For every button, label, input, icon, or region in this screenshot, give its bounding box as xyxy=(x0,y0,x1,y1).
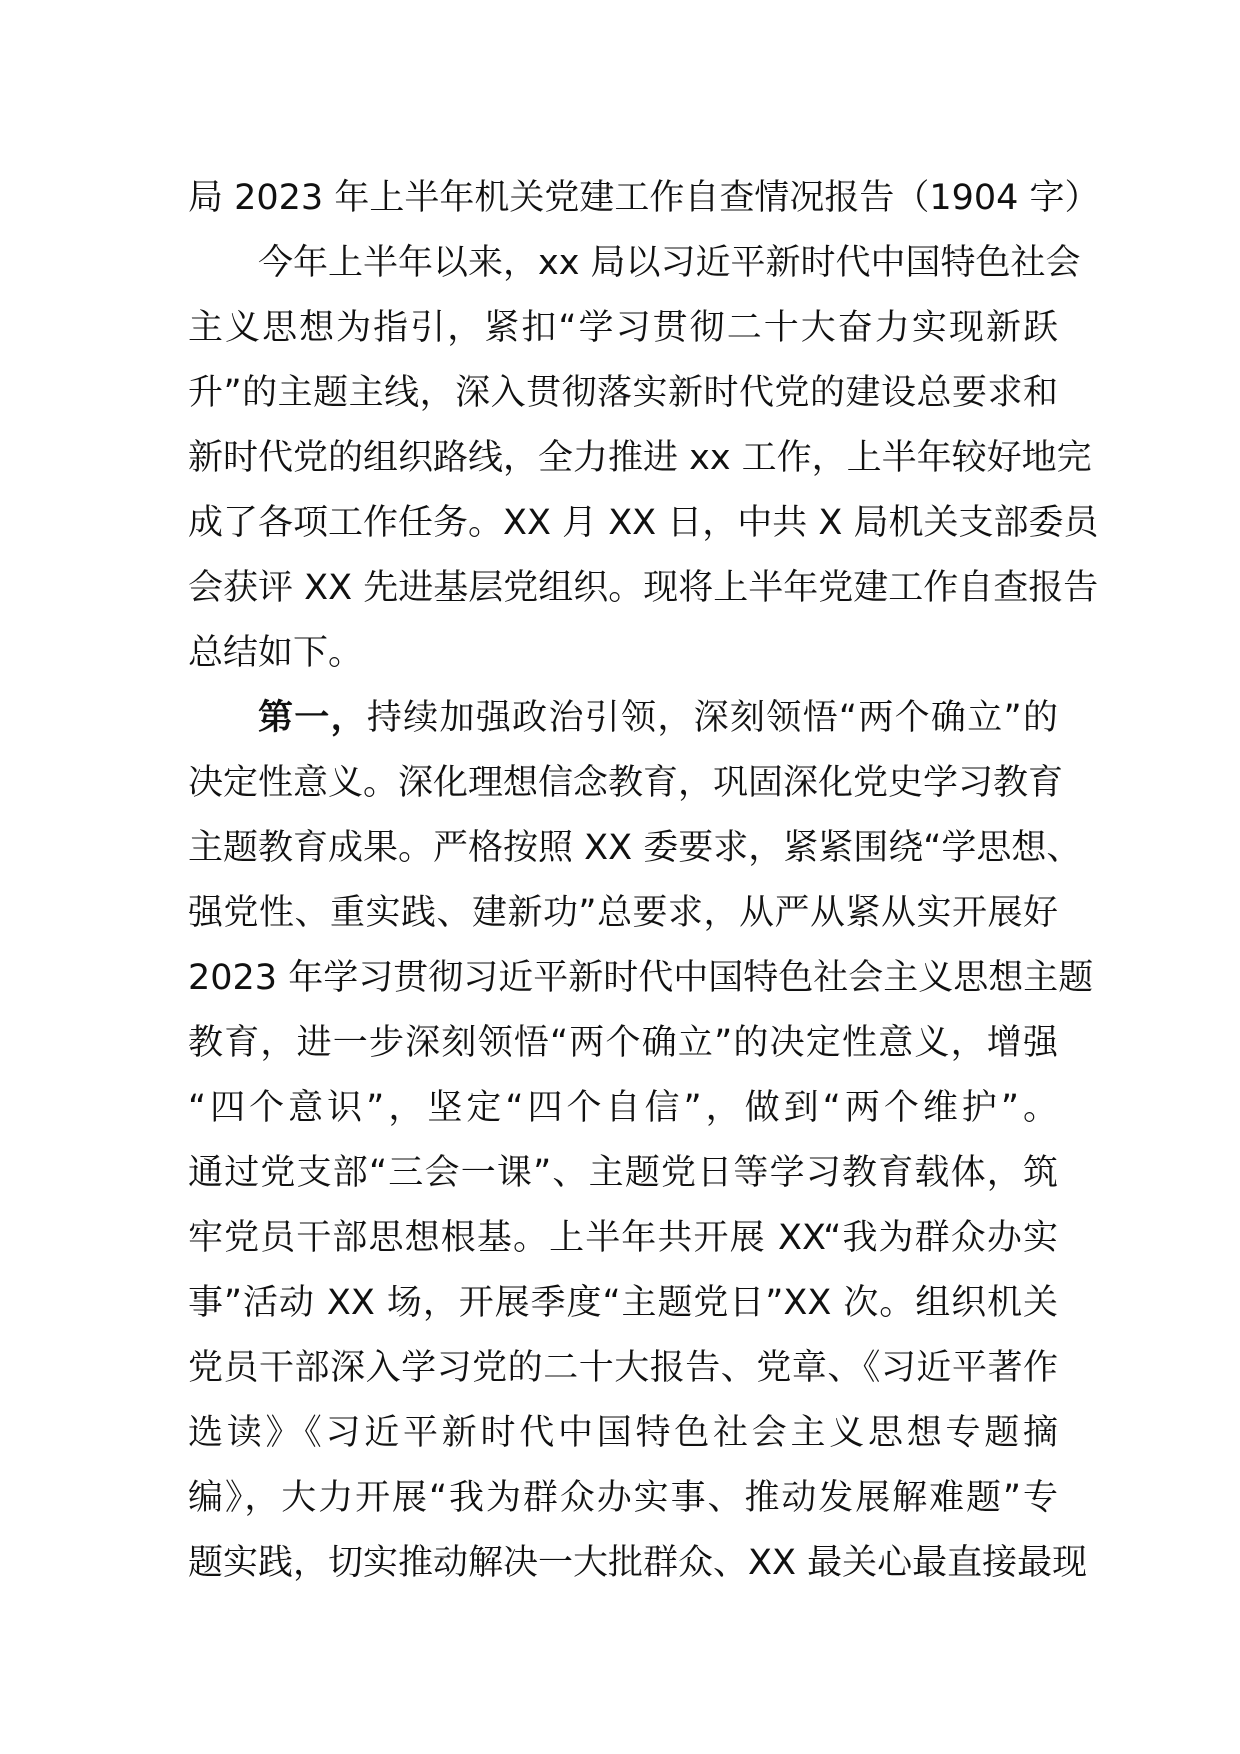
text-line: 主题教育成果。严格按照 XX 委要求，紧紧围绕“学思想、 xyxy=(188,828,1082,868)
text-line: 主义思想为指引，紧扣“学习贯彻二十大奋力实现新跃 xyxy=(188,308,1058,348)
text-line: 选读》《习近平新时代中国特色社会主义思想专题摘 xyxy=(188,1413,1058,1453)
paragraph-intro xyxy=(188,231,1099,686)
text-line: 会获评 XX 先进基层党组织。现将上半年党建工作自查报告 xyxy=(188,568,1099,608)
text-line xyxy=(188,686,1058,751)
paragraph-first-point xyxy=(188,686,1094,1596)
text-line: 事”活动 XX 场，开展季度“主题党日”XX 次。组织机关 xyxy=(188,1283,1058,1323)
text-line: 决定性意义。深化理想信念教育，巩固深化党史学习教育 xyxy=(188,763,1064,803)
document-page xyxy=(188,166,1100,1596)
text-line: 强党性、重实践、建新功”总要求，从严从紧从实开展好 xyxy=(188,893,1058,933)
text-span: 持续加强政治引领，深刻领悟“两个确立”的 xyxy=(366,698,1058,738)
text-line: 成了各项工作任务。XX 月 XX 日，中共 X 局机关支部委员 xyxy=(188,503,1099,543)
text-line: 总结如下。 xyxy=(188,633,364,673)
document-title: 局 2023 年上半年机关党建工作自查情况报告（1904 字） xyxy=(188,178,1100,218)
text-line: 编》，大力开展“我为群众办实事、推动发展解难题”专 xyxy=(188,1478,1058,1518)
text-line: 牢党员干部思想根基。上半年共开展 XX“我为群众办实 xyxy=(188,1218,1058,1258)
text-line: 2023 年学习贯彻习近平新时代中国特色社会主义思想主题 xyxy=(188,958,1094,998)
text-line: 今年上半年以来，xx 局以习近平新时代中国特色社会 xyxy=(258,243,1081,283)
text-line: “四个意识”，坚定“四个自信”，做到“两个维护”。 xyxy=(188,1088,1058,1128)
text-line: 题实践，切实推动解决一大批群众、XX 最关心最直接最现 xyxy=(188,1543,1088,1583)
text-line: 新时代党的组织路线，全力推进 xx 工作，上半年较好地完 xyxy=(188,438,1092,478)
text-line: 教育，进一步深刻领悟“两个确立”的决定性意义，增强 xyxy=(188,1023,1058,1063)
section-lead: 第一， xyxy=(258,698,367,738)
text-line: 党员干部深入学习党的二十大报告、党章、《习近平著作 xyxy=(188,1348,1058,1388)
text-line: 通过党支部“三会一课”、主题党日等学习教育载体，筑 xyxy=(188,1153,1058,1193)
text-line: 升”的主题主线，深入贯彻落实新时代党的建设总要求和 xyxy=(188,373,1058,413)
